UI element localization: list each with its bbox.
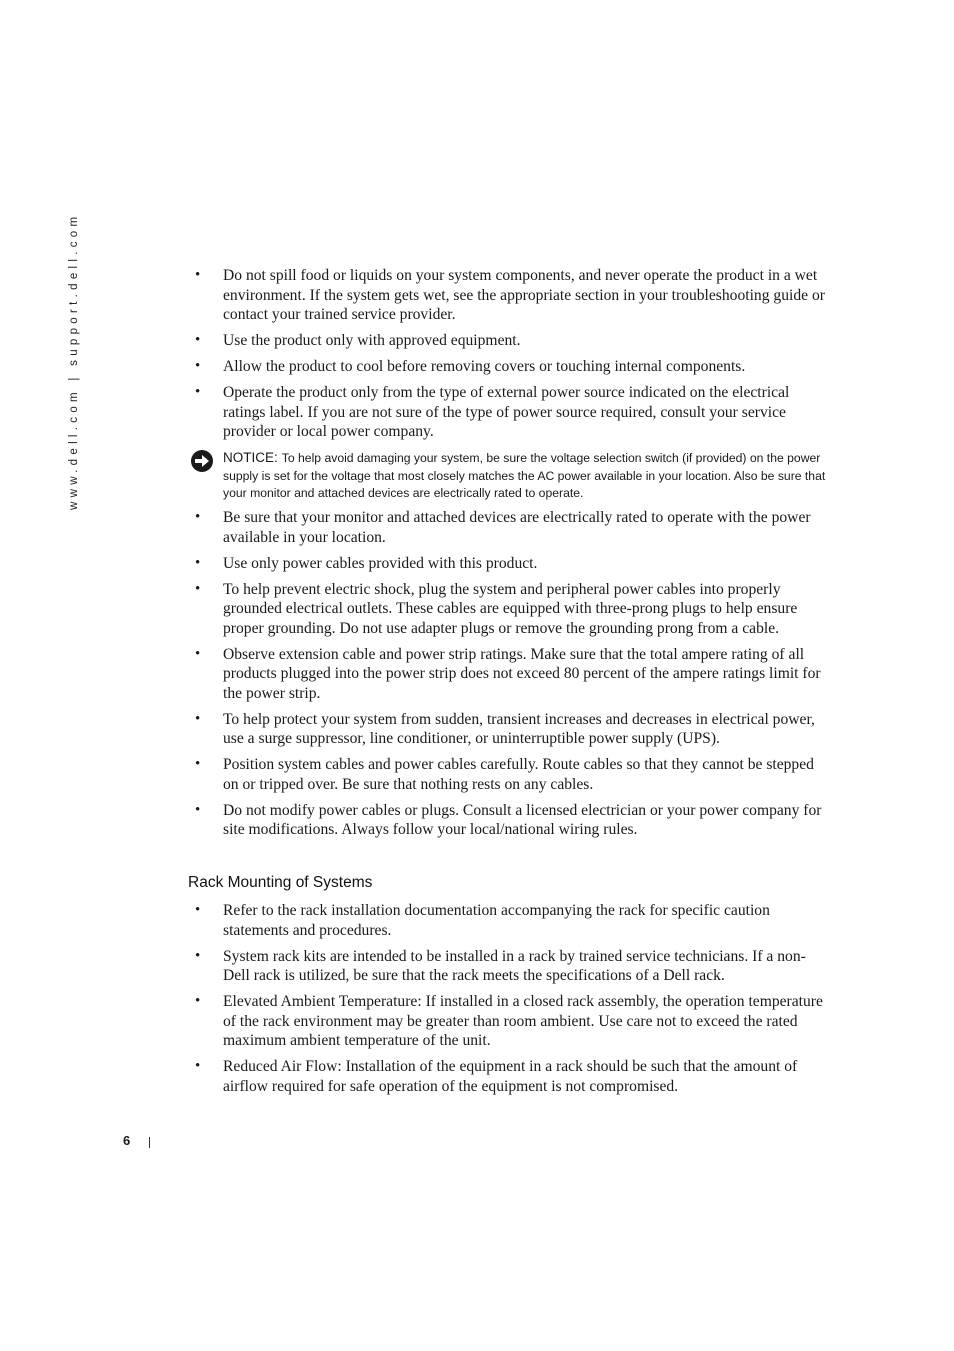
safety-list-2 [190, 508, 830, 846]
bullet-icon: • [195, 756, 201, 772]
list-item: • Reduced Air Flow: Installation of the equipment in a rack should be such that the amount of airflow required for safe operation of the equipment is not compromised. [195, 1058, 798, 1095]
notice-icon [190, 449, 214, 473]
bullet-icon: • [195, 580, 201, 597]
list-item: • To help protect your system from sudden, transient increases and decreases in electrical power, use a surge suppressor, line conditioner, or uninterruptible power supply (UPS). [195, 710, 815, 747]
list-item: • Do not modify power cables or plugs. Consult a licensed electrician or your power company for site modifications. Always follow your local/national wiring rules. [195, 801, 822, 838]
section-heading: Rack Mounting of Systems [188, 874, 373, 891]
bullet-icon: • [195, 947, 201, 964]
list-item: • Allow the product to cool before removing covers or touching internal components. [195, 358, 746, 375]
list-item: • To help prevent electric shock, plug the system and peripheral power cables into properly grounded electrical outlets. These cables are equipped with three-prong plugs to help ensure proper grounding. Do not use adapter plugs or remove the grounding prong from a cable. [195, 580, 798, 637]
bullet-icon: • [195, 267, 201, 283]
bullet-icon: • [195, 645, 201, 662]
bullet-icon: • [195, 384, 201, 400]
list-item: • Refer to the rack installation documentation accompanying the rack for specific caution statements and procedures. [195, 902, 770, 939]
notice-label: NOTICE: [223, 450, 278, 465]
list-item: • Do not spill food or liquids on your system components, and never operate the product in a wet environment. If the system gets wet, see the appropriate section in your troubleshooting guide or contact your trained service provider. [195, 267, 825, 323]
bullet-icon: • [195, 554, 201, 571]
list-item: • Use the product only with approved equipment. [195, 332, 521, 349]
bullet-icon: • [195, 1058, 201, 1074]
notice-text: To help avoid damaging your system, be sure the voltage selection switch (if provided) on the power supply is set for the voltage that most closely matches the AC power available in your location. Also be sure that your monitor and attached devices are electrically rated to operate. [223, 451, 826, 500]
bullet-icon: • [195, 993, 201, 1009]
rack-list [190, 901, 830, 1103]
bullet-icon: • [195, 710, 201, 727]
notice-box [190, 449, 830, 503]
page-number: 6 [123, 1133, 131, 1148]
list-item: • Observe extension cable and power strip ratings. Make sure that the total ampere rating of all products plugged into the power strip does not exceed 80 percent of the ampere ratings limit for the power strip. [195, 645, 821, 702]
bullet-icon: • [195, 358, 201, 374]
list-item: • Be sure that your monitor and attached devices are electrically rated to operate with the power available in your location. [195, 509, 811, 546]
list-item: • System rack kits are intended to be installed in a rack by trained service technicians. If a non-Dell rack is utilized, be sure that the rack meets the specifications of a Dell rack. [195, 947, 806, 984]
list-item: • Use only power cables provided with this product. [195, 554, 538, 572]
bullet-icon: • [195, 902, 201, 918]
bullet-icon: • [195, 509, 201, 525]
list-item: • Position system cables and power cables carefully. Route cables so that they cannot be stepped on or tripped over. Be sure that nothing rests on any cables. [195, 756, 814, 793]
list-item: • Operate the product only from the type of external power source indicated on the electrical ratings label. If you are not sure of the type of power source required, consult your service provider or local power company. [195, 384, 790, 440]
list-item: • Elevated Ambient Temperature: If installed in a closed rack assembly, the operation temperature of the rack environment may be greater than room ambient. Use care not to exceed the rated maximum ambient temperature of the unit. [195, 993, 823, 1049]
sidebar-url: www.dell.com | support.dell.com [68, 212, 80, 510]
bullet-icon: • [195, 332, 201, 348]
bullet-icon: • [195, 801, 201, 818]
safety-list-1 [190, 266, 830, 448]
page-separator [149, 1137, 150, 1148]
